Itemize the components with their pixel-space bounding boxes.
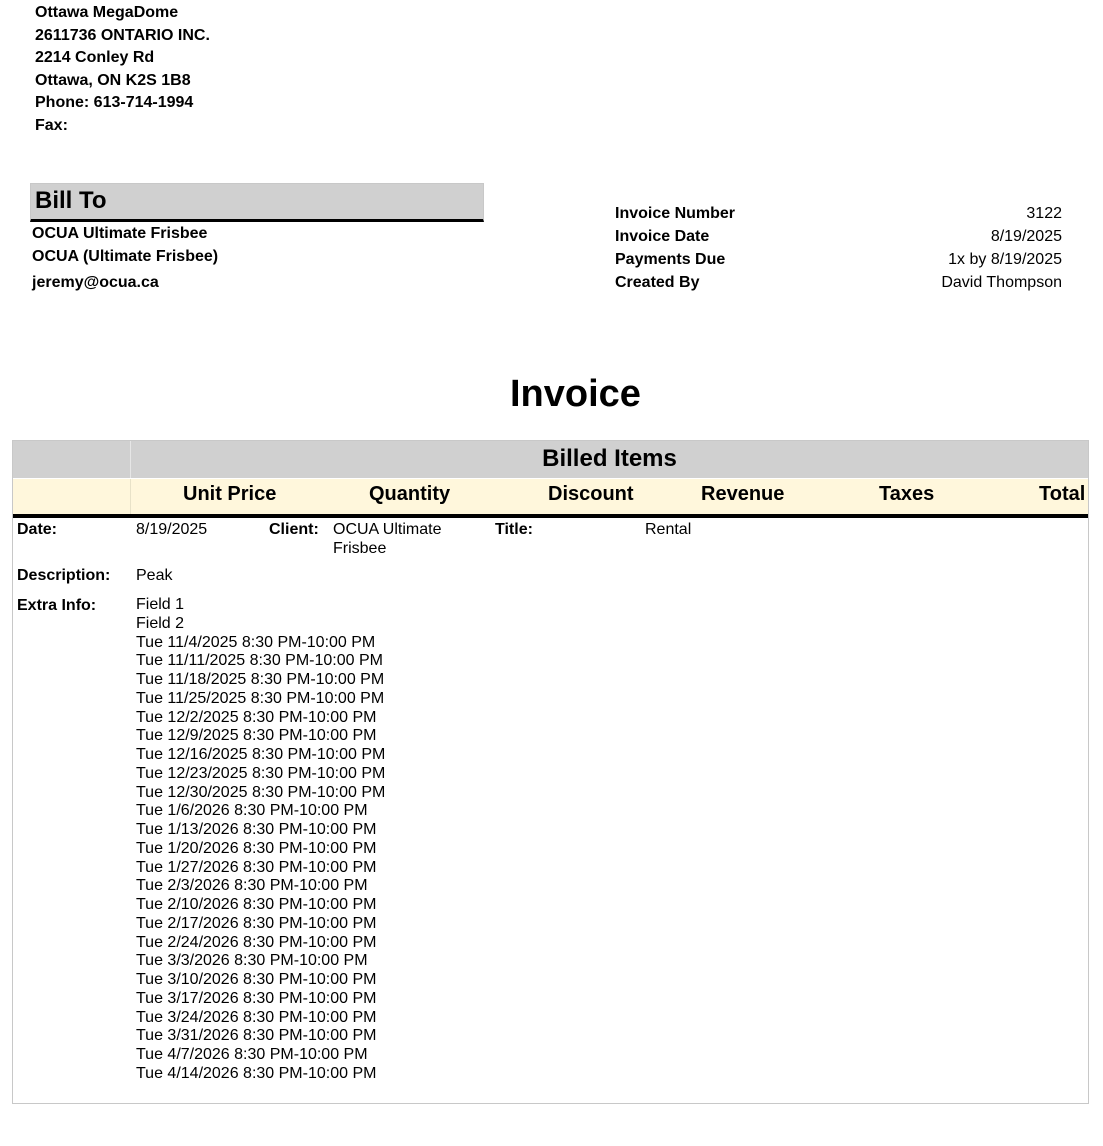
- item-title-label: Title:: [495, 521, 533, 538]
- invoice-date-value: 8/19/2025: [990, 228, 1062, 245]
- list-item: Tue 1/13/2026 8:30 PM-10:00 PM: [136, 821, 377, 838]
- item-description: Peak: [136, 567, 173, 584]
- col-unit-price: Unit Price: [183, 483, 277, 505]
- item-extra-info-list: [136, 596, 385, 1084]
- col-quantity: Quantity: [369, 483, 451, 505]
- list-item: Tue 3/31/2026 8:30 PM-10:00 PM: [136, 1027, 377, 1045]
- list-item: Field 2: [136, 614, 185, 632]
- list-item: Tue 12/9/2025 8:30 PM-10:00 PM: [136, 727, 377, 745]
- list-item: Field 1: [136, 596, 185, 613]
- list-item: Tue 1/6/2026 8:30 PM-10:00 PM: [136, 802, 368, 820]
- item-description-label: Description:: [17, 567, 111, 584]
- billed-items-table: [12, 440, 1089, 1104]
- bill-to-block: [32, 222, 218, 294]
- invoice-number-value: 3122: [1026, 205, 1062, 222]
- company-address-line2: Ottawa, ON K2S 1B8: [35, 71, 191, 89]
- col-total: Total: [1039, 483, 1086, 505]
- list-item: Tue 2/24/2026 8:30 PM-10:00 PM: [136, 933, 377, 951]
- list-item: Tue 11/25/2025 8:30 PM-10:00 PM: [136, 689, 385, 707]
- list-item: Tue 3/3/2026 8:30 PM-10:00 PM: [136, 952, 368, 970]
- invoice-info: [615, 202, 1062, 294]
- list-item: Tue 12/16/2025 8:30 PM-10:00 PM: [136, 746, 386, 763]
- item-date: 8/19/2025: [136, 521, 208, 538]
- invoice-number-row: [615, 202, 1062, 225]
- column-header-row: [13, 479, 1088, 518]
- payments-due-value: 1x by 8/19/2025: [948, 251, 1062, 268]
- list-item: Tue 4/14/2026 8:30 PM-10:00 PM: [136, 1064, 377, 1082]
- item-title: Rental: [645, 521, 692, 538]
- list-item: Tue 3/10/2026 8:30 PM-10:00 PM: [136, 971, 377, 988]
- list-item: Tue 11/4/2025 8:30 PM-10:00 PM: [136, 633, 376, 651]
- created-by-value: David Thompson: [941, 274, 1062, 291]
- company-fax: Fax:: [35, 116, 68, 134]
- bill-to-org: OCUA (Ultimate Frisbee): [32, 248, 219, 265]
- billed-items-corner: [13, 441, 131, 478]
- company-address-line1: 2214 Conley Rd: [35, 49, 155, 67]
- created-by-row: [615, 271, 1062, 294]
- bill-to-email: jeremy@ocua.ca: [32, 274, 159, 291]
- created-by-label: Created By: [615, 274, 700, 291]
- invoice-date-label: Invoice Date: [615, 228, 710, 245]
- list-item: Tue 4/7/2026 8:30 PM-10:00 PM: [136, 1046, 368, 1063]
- col-taxes: Taxes: [879, 483, 935, 505]
- page-title: Invoice: [510, 373, 641, 415]
- list-item: Tue 11/18/2025 8:30 PM-10:00 PM: [136, 671, 385, 688]
- company-name: Ottawa MegaDome: [35, 4, 179, 21]
- invoice-number-label: Invoice Number: [615, 205, 736, 222]
- column-divider: [130, 479, 131, 514]
- item-client-line1: OCUA Ultimate: [333, 521, 442, 538]
- list-item: Tue 12/23/2025 8:30 PM-10:00 PM: [136, 764, 386, 782]
- list-item: Tue 11/11/2025 8:30 PM-10:00 PM: [136, 652, 383, 670]
- col-discount: Discount: [548, 483, 634, 505]
- bill-to-header: [30, 183, 484, 222]
- billed-items-heading: Billed Items: [542, 445, 677, 472]
- item-extra-info-label: Extra Info:: [17, 597, 97, 614]
- list-item: Tue 1/27/2026 8:30 PM-10:00 PM: [136, 858, 377, 876]
- list-item: Tue 2/3/2026 8:30 PM-10:00 PM: [136, 877, 368, 895]
- company-phone: Phone: 613-714-1994: [35, 94, 194, 112]
- billed-items-header: [13, 441, 1088, 478]
- bill-to-heading: Bill To: [35, 187, 107, 214]
- list-item: Tue 1/20/2026 8:30 PM-10:00 PM: [136, 839, 377, 857]
- list-item: Tue 3/17/2026 8:30 PM-10:00 PM: [136, 989, 377, 1007]
- list-item: Tue 2/10/2026 8:30 PM-10:00 PM: [136, 896, 377, 913]
- list-item: Tue 2/17/2026 8:30 PM-10:00 PM: [136, 914, 377, 932]
- company-block: [35, 2, 210, 138]
- bill-to-name: OCUA Ultimate Frisbee: [32, 225, 208, 242]
- item-date-label: Date:: [17, 521, 58, 538]
- col-revenue: Revenue: [701, 483, 785, 505]
- item-client-line2: Frisbee: [333, 540, 387, 557]
- item-client-label: Client:: [269, 521, 319, 538]
- invoice-date-row: [615, 225, 1062, 248]
- list-item: Tue 12/2/2025 8:30 PM-10:00 PM: [136, 708, 377, 726]
- list-item: Tue 12/30/2025 8:30 PM-10:00 PM: [136, 783, 386, 801]
- company-legal-name: 2611736 ONTARIO INC.: [35, 26, 210, 44]
- payments-due-row: [615, 248, 1062, 271]
- list-item: Tue 3/24/2026 8:30 PM-10:00 PM: [136, 1008, 377, 1026]
- payments-due-label: Payments Due: [615, 251, 726, 268]
